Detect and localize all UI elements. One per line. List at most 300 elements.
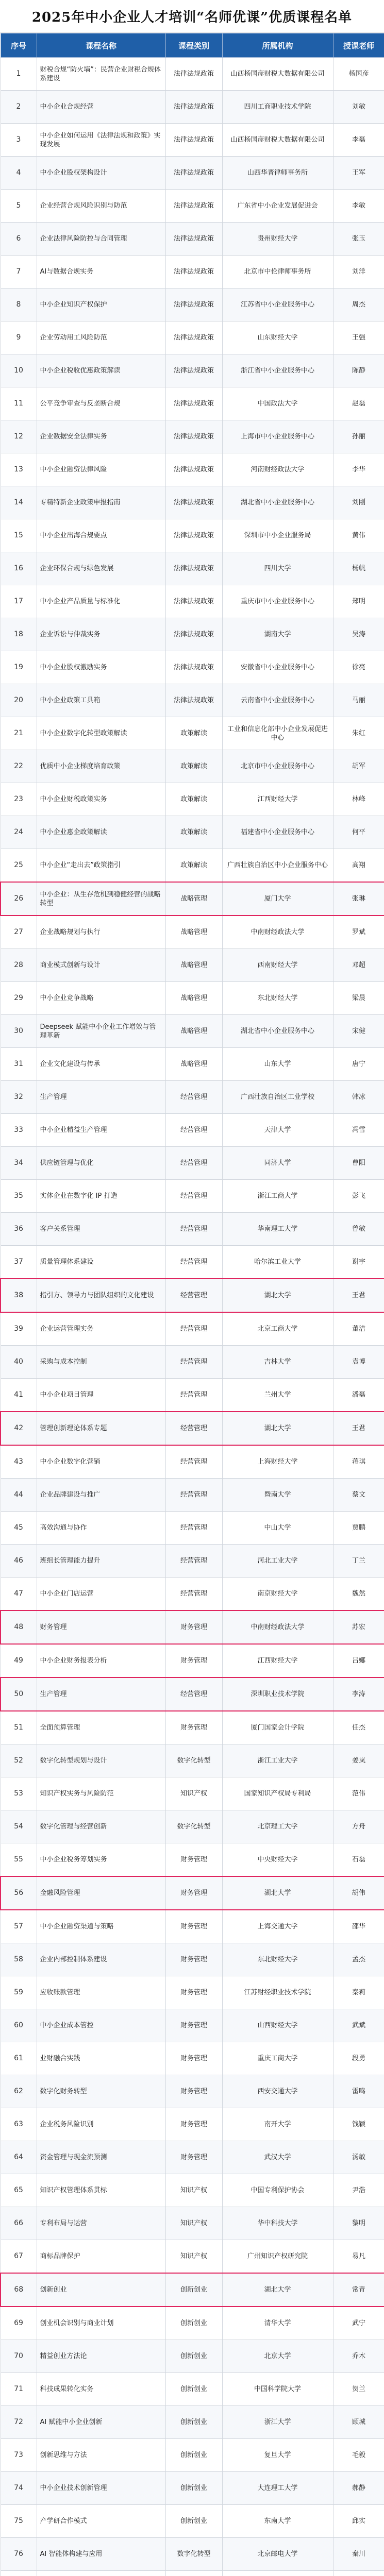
row-category: 法律法规政策 [165,486,222,519]
table-row [1,2505,384,2538]
table-row [1,1711,384,1744]
row-teacher: 刘刚 [333,486,384,519]
row-teacher: 冯雪 [333,1114,384,1147]
row-category: 创新创业 [165,2406,222,2439]
row-teacher: 郑明 [333,585,384,618]
row-course: 中小企业成本管控 [37,2009,165,2042]
row-institution [222,2571,333,2576]
row-teacher: 潘磊 [333,1379,384,1412]
row-no: 19 [1,651,37,684]
row-course: 客户关系管理 [37,1213,165,1246]
row-course: 企业税务风险识别 [37,2108,165,2141]
row-institution: 东北财经大学 [222,982,333,1015]
row-institution: 吉林大学 [222,1346,333,1379]
table-row [1,1147,384,1180]
table-row [1,1081,384,1114]
row-category: 法律法规政策 [165,420,222,453]
row-category: 政策解读 [165,849,222,883]
row-institution: 天津大学 [222,1114,333,1147]
row-no: 34 [1,1147,37,1180]
row-no: 24 [1,816,37,849]
row-category: 法律法规政策 [165,321,222,354]
table-body [1,58,384,2576]
row-teacher: 范伟 [333,1777,384,1810]
row-institution: 南开大学 [222,2108,333,2141]
row-no: 20 [1,684,37,717]
row-institution: 云南省中小企业服务中心 [222,684,333,717]
row-institution: 上海交通大学 [222,1910,333,1943]
row-course: 管理创新理论体系专题 [37,1412,165,1445]
row-course: 企业诉讼与仲裁实务 [37,618,165,651]
row-category: 法律法规政策 [165,684,222,717]
table-row [1,2472,384,2505]
table-row [1,2307,384,2340]
row-teacher: 汤敏 [333,2141,384,2174]
row-institution: 浙江省中小企业服务中心 [222,354,333,387]
row-course: 高效沟通与协作 [37,1512,165,1545]
row-institution: 中南财经政法大学 [222,916,333,949]
row-no: 67 [1,2240,37,2274]
row-teacher: 马丽 [333,684,384,717]
row-course: 中小企业技术创新管理 [37,2472,165,2505]
row-institution: 中山大学 [222,1512,333,1545]
row-institution: 福建省中小企业服务中心 [222,816,333,849]
row-category: 经营管理 [165,1279,222,1312]
table-row [1,453,384,486]
row-no: 54 [1,1810,37,1843]
row-course: 优质中小企业梯度培育政策 [37,750,165,783]
row-no: 31 [1,1048,37,1081]
row-institution: 广西壮族自治区工业学校 [222,1081,333,1114]
row-course: AI与数据合规实务 [37,256,165,289]
row-course: 质量管理体系建设 [37,1246,165,1279]
row-institution: 哈尔滨工业大学 [222,1246,333,1279]
row-course: 中小企业如何运用《法律法规和政策》实现发展 [37,124,165,157]
row-teacher: 林峰 [333,783,384,816]
row-no: 47 [1,1578,37,1611]
row-institution: 浙江工商大学 [222,1180,333,1213]
row-category: 经营管理 [165,1213,222,1246]
row-teacher: 彭飞 [333,1180,384,1213]
row-institution: 四川工商职业技术学院 [222,91,333,124]
row-category: 经营管理 [165,1312,222,1346]
row-category: 经营管理 [165,1346,222,1379]
table-row [1,585,384,618]
row-no: 22 [1,750,37,783]
row-category: 政策解读 [165,750,222,783]
row-course: 业财融合实践 [37,2042,165,2075]
table-row [1,354,384,387]
row-no: 56 [1,1876,37,1910]
row-category: 财务管理 [165,1644,222,1677]
table-row [1,1744,384,1777]
row-category: 战略管理 [165,982,222,1015]
table-row [1,1876,384,1910]
row-teacher: 尹浩 [333,2174,384,2207]
row-teacher: 石磊 [333,1843,384,1877]
row-no: 16 [1,552,37,585]
row-no: 33 [1,1114,37,1147]
row-no: 71 [1,2373,37,2406]
row-no: 28 [1,949,37,982]
row-no: 61 [1,2042,37,2075]
row-teacher: 邱实 [333,2505,384,2538]
row-course: 商业模式创新与设计 [37,949,165,982]
row-no: 75 [1,2505,37,2538]
table-row [1,420,384,453]
document-title: 2025年中小企业人才培训“名师优课”优质课程名单 [0,0,384,32]
row-category: 知识产权 [165,2174,222,2207]
row-institution: 山西杨国彦财税大数据有限公司 [222,58,333,91]
row-teacher: 李涛 [333,1677,384,1711]
row-no: 44 [1,1479,37,1512]
row-teacher: 姜岚 [333,1744,384,1777]
table-row [1,717,384,750]
row-institution: 湖北大学 [222,2273,333,2307]
row-category: 财务管理 [165,2108,222,2141]
row-no: 66 [1,2207,37,2240]
row-category: 经营管理 [165,1677,222,1711]
table-row [1,2406,384,2439]
row-course [37,2571,165,2576]
row-no: 29 [1,982,37,1015]
row-no: 73 [1,2439,37,2472]
row-teacher: 朱红 [333,717,384,750]
row-course: 资金管理与现金流预测 [37,2141,165,2174]
row-course: 专精特新企业政策申报指南 [37,486,165,519]
row-no: 72 [1,2406,37,2439]
row-teacher: 李华 [333,453,384,486]
row-course: 中小企业股权架构设计 [37,157,165,190]
row-no: 48 [1,1611,37,1644]
row-course: 企业运营管理实务 [37,1312,165,1346]
row-institution: 广州知识产权研究院 [222,2240,333,2274]
row-institution: 复旦大学 [222,2439,333,2472]
row-no: 52 [1,1744,37,1777]
table-header-row [1,33,384,58]
row-category: 经营管理 [165,1246,222,1279]
row-teacher: 徐亮 [333,651,384,684]
table-row [1,1180,384,1213]
row-teacher: 武宁 [333,2307,384,2340]
row-teacher: 方舟 [333,1810,384,1843]
row-category: 法律法规政策 [165,289,222,321]
row-category: 法律法规政策 [165,618,222,651]
row-category: 战略管理 [165,916,222,949]
row-institution: 山东大学 [222,1048,333,1081]
table-row [1,2538,384,2571]
row-institution: 北京市中伦律师事务所 [222,256,333,289]
row-category: 政策解读 [165,783,222,816]
table-row [1,2207,384,2240]
row-institution: 武汉大学 [222,2141,333,2174]
row-teacher: 张玉 [333,223,384,256]
table-row [1,1048,384,1081]
row-institution: 工业和信息化部中小企业发展促进中心 [222,717,333,750]
row-category: 经营管理 [165,1578,222,1611]
row-teacher: 王军 [333,157,384,190]
row-course: AI 赋能中小企业创新 [37,2406,165,2439]
row-teacher: 王强 [333,321,384,354]
row-teacher: 易凡 [333,2240,384,2274]
row-institution: 北京大学 [222,2340,333,2373]
row-course: 企业内部控制体系建设 [37,1943,165,1976]
row-no: 5 [1,190,37,223]
row-no: 41 [1,1379,37,1412]
row-category: 创新创业 [165,2373,222,2406]
table-row [1,916,384,949]
row-course: 中小企业精益生产管理 [37,1114,165,1147]
row-course: 中小企业合规经营 [37,91,165,124]
row-no [1,2571,37,2576]
table-row [1,1843,384,1877]
row-category: 法律法规政策 [165,585,222,618]
row-course: AI 智能体构建与应用 [37,2538,165,2571]
row-no: 35 [1,1180,37,1213]
row-institution: 安徽省中小企业服务中心 [222,651,333,684]
row-teacher: 董洁 [333,1312,384,1346]
row-category [165,2571,222,2576]
row-no: 14 [1,486,37,519]
row-teacher: 苏宏 [333,1611,384,1644]
row-course: 财务管理 [37,1611,165,1644]
row-no: 18 [1,618,37,651]
row-teacher: 曹阳 [333,1147,384,1180]
table-row [1,1644,384,1677]
row-category: 财务管理 [165,1843,222,1877]
table-row [1,1246,384,1279]
row-category: 知识产权 [165,2240,222,2274]
row-institution: 兰州大学 [222,1379,333,1412]
row-teacher: 陈静 [333,354,384,387]
row-category: 财务管理 [165,1976,222,2009]
row-no: 43 [1,1445,37,1479]
row-no: 74 [1,2472,37,2505]
row-category: 法律法规政策 [165,223,222,256]
row-teacher: 李敏 [333,190,384,223]
row-no: 3 [1,124,37,157]
row-institution: 西安交通大学 [222,2075,333,2108]
row-institution: 暨南大学 [222,1479,333,1512]
row-no: 76 [1,2538,37,2571]
row-category: 财务管理 [165,1611,222,1644]
row-category: 战略管理 [165,949,222,982]
row-teacher: 胡伟 [333,1876,384,1910]
row-teacher: 宋健 [333,1015,384,1048]
row-institution: 江苏财经职业技术学院 [222,1976,333,2009]
row-category: 法律法规政策 [165,354,222,387]
row-no: 25 [1,849,37,883]
row-category: 法律法规政策 [165,58,222,91]
row-category: 战略管理 [165,1048,222,1081]
row-no: 49 [1,1644,37,1677]
row-course: 中小企业：从生存危机到稳健经营的战略转型 [37,882,165,916]
row-teacher: 杨国彦 [333,58,384,91]
row-institution: 四川大学 [222,552,333,585]
table-row [1,750,384,783]
row-institution: 湖北大学 [222,1279,333,1312]
row-teacher: 高翔 [333,849,384,883]
row-institution: 山东财经大学 [222,321,333,354]
row-institution: 湖北省中小企业服务中心 [222,1015,333,1048]
row-institution: 浙江大学 [222,2406,333,2439]
table-row [1,519,384,552]
row-category: 财务管理 [165,1943,222,1976]
row-category: 经营管理 [165,1147,222,1180]
table-row [1,1611,384,1644]
row-course: 中小企业门店运营 [37,1578,165,1611]
table-row [1,2174,384,2207]
row-teacher: 黄伟 [333,519,384,552]
row-teacher: 谢宇 [333,1246,384,1279]
row-no: 2 [1,91,37,124]
table-row [1,1943,384,1976]
row-course: 中小企业产品质量与标准化 [37,585,165,618]
row-course: 应收账款管理 [37,1976,165,2009]
table-row [1,1213,384,1246]
row-course: 金融风险管理 [37,1876,165,1910]
table-row [1,2273,384,2307]
row-institution: 河北工业大学 [222,1545,333,1578]
row-no: 30 [1,1015,37,1048]
table-row [1,949,384,982]
row-category: 法律法规政策 [165,256,222,289]
row-institution: 深圳市中小企业服务局 [222,519,333,552]
row-category: 经营管理 [165,1114,222,1147]
row-course: 科技成果转化实务 [37,2373,165,2406]
row-no: 8 [1,289,37,321]
row-category: 知识产权 [165,1777,222,1810]
row-no: 42 [1,1412,37,1445]
table-row [1,321,384,354]
row-no: 36 [1,1213,37,1246]
row-no: 27 [1,916,37,949]
row-institution: 同济大学 [222,1147,333,1180]
row-course: 中小企业竞争战略 [37,982,165,1015]
row-institution: 西南财经大学 [222,949,333,982]
row-no: 10 [1,354,37,387]
row-no: 37 [1,1246,37,1279]
row-no: 11 [1,387,37,420]
row-no: 38 [1,1279,37,1312]
row-teacher: 吕娜 [333,1644,384,1677]
table-row [1,2571,384,2576]
table-row [1,1976,384,2009]
row-course: 中小企业项目管理 [37,1379,165,1412]
row-course: 生产管理 [37,1081,165,1114]
table-row [1,684,384,717]
row-category: 财务管理 [165,2141,222,2174]
row-course: 生产管理 [37,1677,165,1711]
row-course: 企业劳动用工风险防范 [37,321,165,354]
row-category: 经营管理 [165,1379,222,1412]
row-institution: 湖南大学 [222,618,333,651]
row-category: 财务管理 [165,1876,222,1910]
row-category: 创新创业 [165,2273,222,2307]
row-teacher: 常青 [333,2273,384,2307]
table-row [1,1810,384,1843]
row-course: 企业经营合规风险识别与防范 [37,190,165,223]
row-category: 创新创业 [165,2505,222,2538]
table-row [1,256,384,289]
row-institution: 广东省中小企业发展促进会 [222,190,333,223]
row-teacher: 乔木 [333,2340,384,2373]
row-no: 64 [1,2141,37,2174]
row-category: 法律法规政策 [165,157,222,190]
table-row [1,552,384,585]
row-no: 6 [1,223,37,256]
table-row [1,2141,384,2174]
row-institution: 河南财经政法大学 [222,453,333,486]
row-category: 财务管理 [165,2009,222,2042]
row-category: 政策解读 [165,717,222,750]
table-row [1,1777,384,1810]
row-teacher: 丁兰 [333,1545,384,1578]
row-category: 经营管理 [165,1545,222,1578]
row-course: 知识产权管理体系贯标 [37,2174,165,2207]
row-course: 创业机会识别与商业计划 [37,2307,165,2340]
row-teacher: 雷鸣 [333,2075,384,2108]
row-course: 中小企业出海合规要点 [37,519,165,552]
row-category: 战略管理 [165,882,222,916]
row-institution: 南京财经大学 [222,1578,333,1611]
row-category: 财务管理 [165,2042,222,2075]
row-category: 法律法规政策 [165,651,222,684]
row-teacher: 曾敏 [333,1213,384,1246]
row-teacher: 任杰 [333,1711,384,1744]
row-teacher [333,2571,384,2576]
row-no: 60 [1,2009,37,2042]
row-course: 企业环保合规与绿色发展 [37,552,165,585]
row-no: 4 [1,157,37,190]
row-teacher: 韩冰 [333,1081,384,1114]
row-course: 班组长管理能力提升 [37,1545,165,1578]
table-row [1,1279,384,1312]
row-institution: 江西财经大学 [222,783,333,816]
table-row [1,2240,384,2274]
row-category: 经营管理 [165,1180,222,1213]
row-institution: 重庆工商大学 [222,2042,333,2075]
row-institution: 贵州财经大学 [222,223,333,256]
course-table-container [0,33,384,2576]
row-course: 中小企业知识产权保护 [37,289,165,321]
table-row [1,190,384,223]
row-teacher: 杨帆 [333,552,384,585]
header-no: 序号 [1,33,37,58]
row-teacher: 袁博 [333,1346,384,1379]
table-row [1,1015,384,1048]
table-row [1,1512,384,1545]
table-row [1,1479,384,1512]
table-row [1,1114,384,1147]
row-no: 1 [1,58,37,91]
row-no: 69 [1,2307,37,2340]
row-category: 法律法规政策 [165,124,222,157]
row-teacher: 刘洋 [333,256,384,289]
table-row [1,849,384,883]
row-no: 12 [1,420,37,453]
table-row [1,1578,384,1611]
table-row [1,816,384,849]
table-row [1,2439,384,2472]
table-row [1,2042,384,2075]
row-course: 采购与成本控制 [37,1346,165,1379]
row-institution: 中国科学院大学 [222,2373,333,2406]
table-row [1,1677,384,1711]
row-course: 中小企业数字化转型政策解读 [37,717,165,750]
row-course: 专利布局与运营 [37,2207,165,2240]
row-course: 指引方、领导力与团队组织的文化建设 [37,1279,165,1312]
